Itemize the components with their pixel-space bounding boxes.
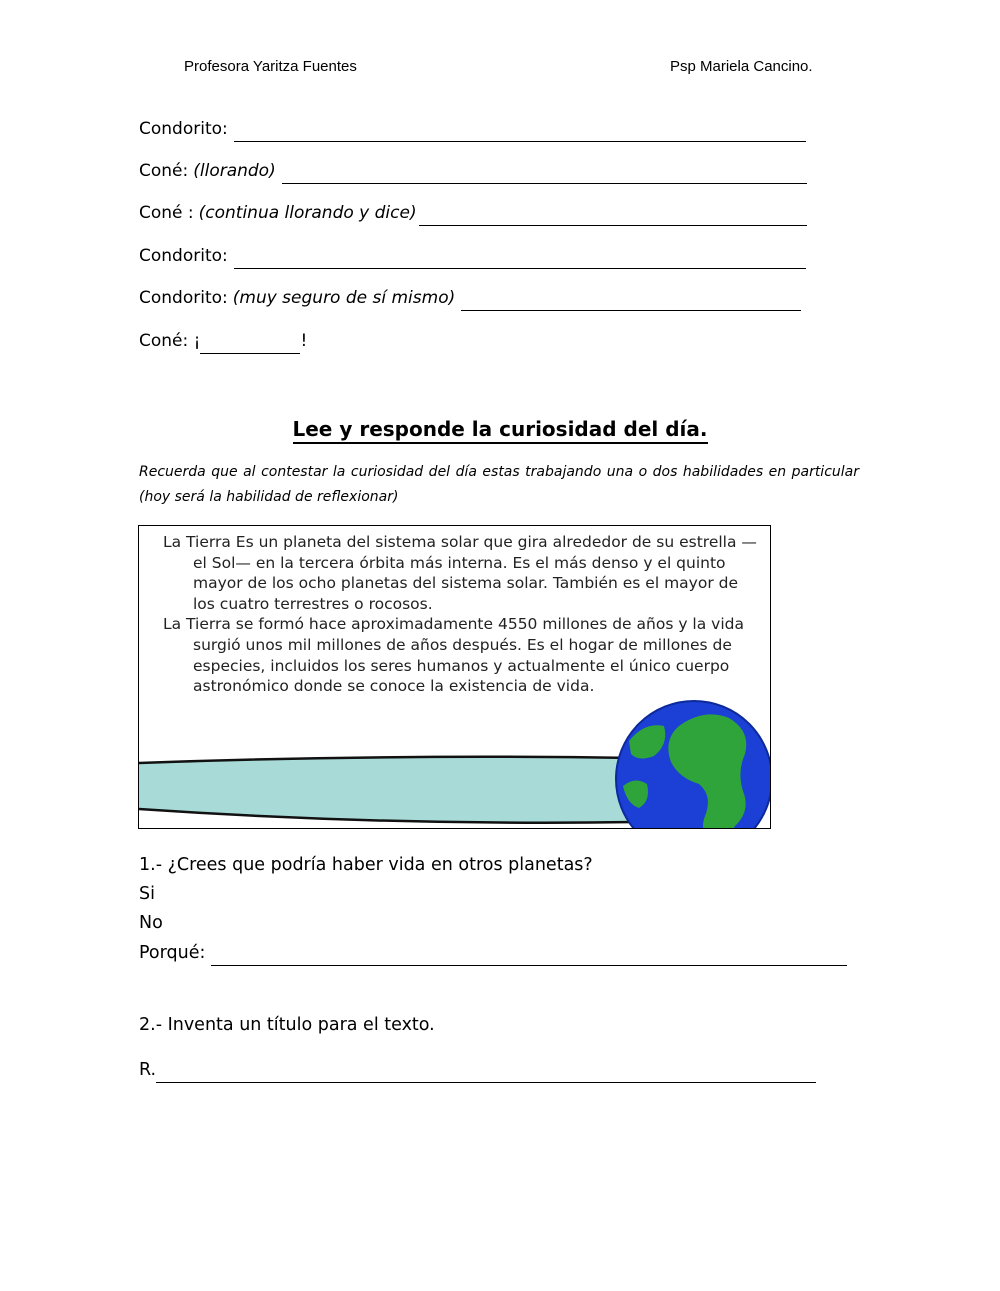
instruction-text: Recuerda que al contestar la curiosidad del día estas trabajando una o dos habilidades en particular (hoy será la habilidad de reflexionar) [139,464,859,505]
reading-box [138,525,771,829]
header-author-left: Profesora Yaritza Fuentes [184,58,357,75]
header-author-right: Psp Mariela Cancino. [670,58,813,75]
dialogue-speaker: Condorito: [139,119,228,139]
why-row [139,940,847,966]
dialogue-speaker: Coné: [139,161,189,181]
question-2: 2.- Inventa un título para el texto. [139,1015,435,1035]
question-1: 1.- ¿Crees que podría haber vida en otros planetas? [139,855,593,875]
dialogue-line-1 [139,116,806,142]
why-answer-blank[interactable] [211,945,847,966]
dialogue-end-mark: ! [300,331,308,351]
answer-label: R. [139,1060,157,1080]
dialogue-speaker: Coné : [139,203,194,223]
earth-globe-icon [616,701,770,828]
answer-blank[interactable] [234,248,806,269]
dialogue-line-6 [139,328,307,354]
answer-blank[interactable] [419,205,807,226]
reading-paragraph-1: La Tierra Es un planeta del sistema solar que gira alrededor de su estrella —el Sol— en la tercera órbita más interna. Es el más denso y el quinto mayor de los ocho planetas del sistema solar. También es el mayor de los cuatro terrestres o rocosos. [163,533,757,613]
dialogue-speaker: Condorito: [139,288,228,308]
dialogue-line-2 [139,158,807,184]
why-label: Porqué: [139,943,206,963]
answer-blank[interactable] [282,163,807,184]
option-yes[interactable]: Si [139,884,155,904]
dialogue-speaker: Coné: ¡ [139,331,201,351]
dialogue-line-5 [139,285,801,311]
dialogue-speaker: Condorito: [139,246,228,266]
answer-blank[interactable] [234,121,806,142]
option-no[interactable]: No [139,913,163,933]
dialogue-note: (muy seguro de sí mismo) [232,288,456,308]
dialogue-line-3 [139,200,807,226]
title-answer-blank[interactable] [156,1062,816,1083]
answer-blank[interactable] [200,333,300,354]
dialogue-line-4 [139,243,806,269]
dialogue-note: (continua llorando y dice) [198,203,417,223]
section-title: Lee y responde la curiosidad del día. [0,417,1000,441]
dialogue-note: (llorando) [193,161,276,181]
earth-illustration [139,526,770,828]
reading-paragraph-2: La Tierra se formó hace aproximadamente 4550 millones de años y la vida surgió unos mil millones de años después. Es el hogar de millones de especies, incluidos los seres humanos y actualmente el único cuerpo astronómico donde se conoce la existencia de vida. [163,615,744,696]
title-answer-row [139,1057,816,1083]
answer-blank[interactable] [461,290,801,311]
